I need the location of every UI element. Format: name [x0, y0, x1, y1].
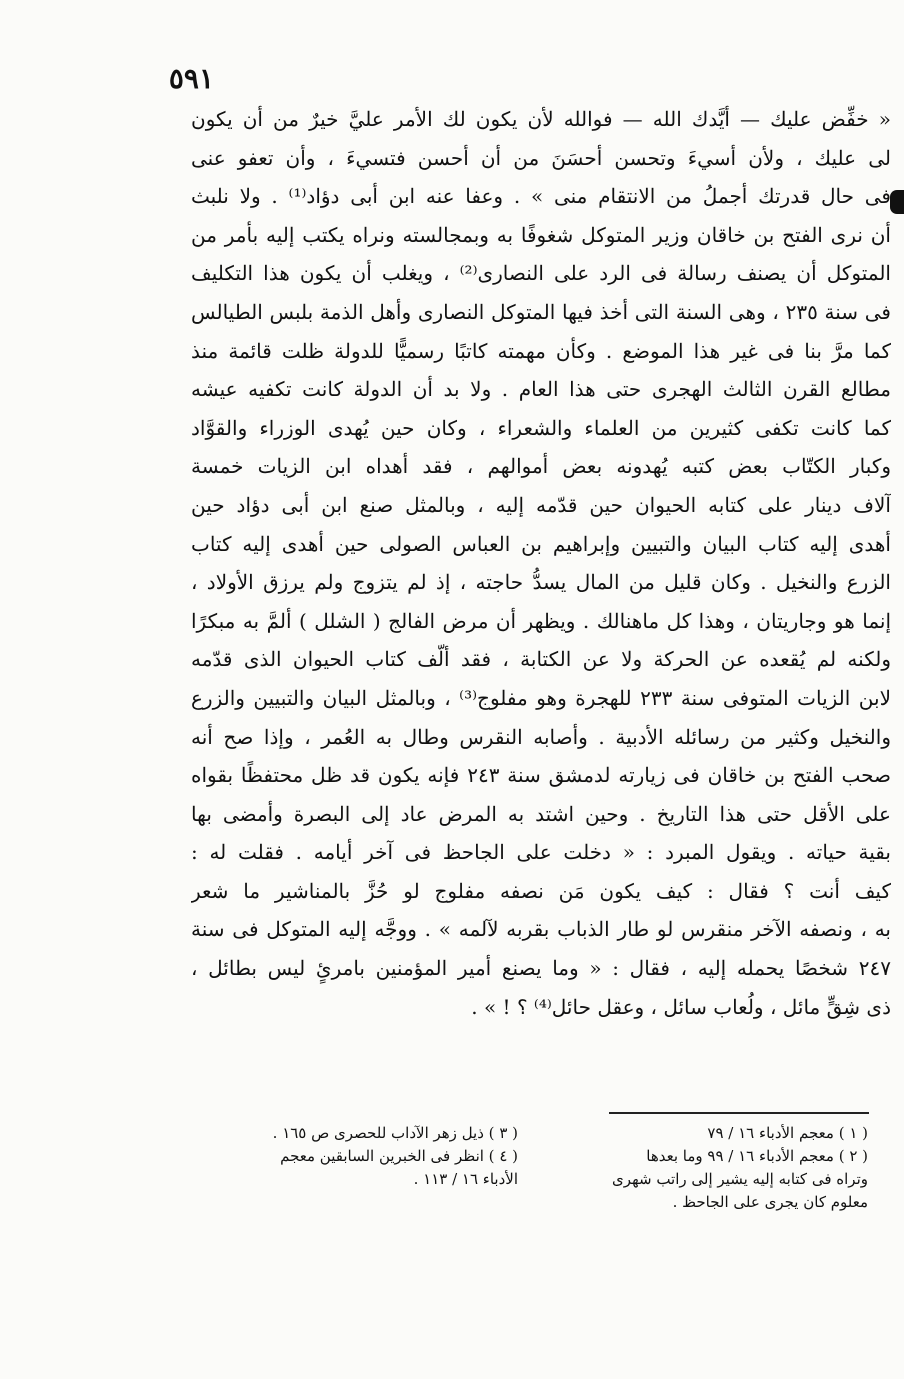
- footnote-line: ( ٣ ) ذيل زهر الآداب للحصرى ص ١٦٥ .: [272, 1124, 518, 1142]
- text-line: أن نرى الفتح بن خاقان وزير المتوكل شغوفًا به وبمجالسته ونراه يكتب إليه بأمر من: [191, 222, 891, 247]
- text-line: فى حال قدرتك أجملُ من الانتقام منى » . وعفا عنه ابن أبى دؤاد⁽¹⁾ . ولا نلبث: [191, 184, 891, 209]
- text-line: ذى شِقٍّ مائل ، ولُعاب سائل ، وعقل حائل⁽⁴⁾ ؟ ! » .: [471, 994, 891, 1019]
- text-line: به ، ونصفه الآخر منقرس لو طار الذباب بقربه لآلمه » . ووجَّه إليه المتوكل فى سنة: [191, 917, 891, 942]
- footnote-line: معلوم كان يجرى على الجاحظ .: [672, 1193, 868, 1211]
- margin-mark: [890, 190, 904, 214]
- text-line: الزرع والنخيل . وكان قليل من المال يسدُّ حاجته ، إذ لم يتزوج ولم يرزق الأولاد ،: [191, 570, 891, 595]
- text-line: لى عليك ، ولأن أسيءَ وتحسن أحسَنَ من أن أحسن فتسيءَ ، وأن تعفو عنى: [191, 145, 891, 170]
- text-line: لابن الزيات المتوفى سنة ٢٣٣ للهجرة وهو مفلوج⁽³⁾ ، وبالمثل البيان والتبيين والزرع: [191, 685, 891, 710]
- text-line: ٢٤٧ شخصًا يحمله إليه ، فقال : « وما يصنع أمير المؤمنين بامرئٍ ليس بطائل ،: [191, 956, 891, 981]
- footnote-rule: [609, 1112, 869, 1114]
- text-line: صحب الفتح بن خاقان فى زيارته لدمشق سنة ٢٤٣ فإنه يكون قد ظل محتفظًا بقواه: [191, 763, 891, 788]
- body-text: [191, 100, 891, 1026]
- footnote-line: ( ١ ) معجم الأدباء ١٦ / ٧٩: [707, 1124, 868, 1142]
- text-line: ولكنه لم يُقعده عن الحركة ولا عن الكتابة ، فقد ألّف كتاب الحيوان الذى قدّمه: [191, 647, 891, 672]
- page-number: ٥٩١: [168, 62, 214, 95]
- footnote-line: ( ٤ ) انظر فى الخبرين السابقين معجم: [280, 1147, 518, 1165]
- footnote-line: وتراه فى كتابه إليه يشير إلى راتب شهرى: [612, 1170, 868, 1188]
- text-line: والنخيل وكثير من رسائله الأدبية . وأصابه النقرس وطال به العُمر ، وإذا صح أنه: [191, 724, 891, 749]
- text-line: إنما هو وجاريتان ، وهذا كل ماهنالك . ويظهر أن مرض الفالج ( الشلل ) ألمَّ به مبكرًا: [191, 608, 891, 633]
- footnotes-right-column: [548, 1122, 868, 1214]
- text-line: كيف أنت ؟ فقال : كيف يكون مَن نصفه مفلوج لو حُزَّ بالمناشير ما شعر: [191, 878, 891, 903]
- footnote-line: الأدباء ١٦ / ١١٣ .: [413, 1170, 518, 1188]
- text-line: « خفِّض عليك — أيَّدك الله — فوالله لأن يكون لك الأمر عليَّ خيرٌ من أن يكون: [191, 107, 891, 131]
- footnotes-left-column: [198, 1122, 518, 1191]
- footnote-line: ( ٢ ) معجم الأدباء ١٦ / ٩٩ وما بعدها: [646, 1147, 868, 1165]
- text-line: فى سنة ٢٣٥ ، وهى السنة التى أخذ فيها المتوكل النصارى وأهل الذمة بلبس الطيالس: [191, 299, 891, 324]
- text-line: كما كانت تكفى كثيرين من العلماء والشعراء ، وكان حين يُهدى الوزراء والقوَّاد: [191, 415, 891, 440]
- text-line: آلاف دينار على كتابه الحيوان حين قدّمه إليه ، وبالمثل صنع ابن أبى دؤاد حين: [191, 492, 891, 517]
- text-line: المتوكل أن يصنف رسالة فى الرد على النصارى⁽²⁾ ، ويغلب أن يكون هذا التكليف: [191, 261, 891, 286]
- text-line: وكبار الكتّاب بعض كتبه يُهدونه بعض أموالهم ، فقد أهداه ابن الزيات خمسة: [191, 454, 891, 479]
- text-line: مطالع القرن الثالث الهجرى حتى هذا العام . ولا بد أن الدولة كانت تكفيه عيشه: [191, 377, 891, 402]
- text-line: بقية حياته . ويقول المبرد : « دخلت على الجاحظ فى آخر أيامه . فقلت له :: [191, 840, 891, 865]
- text-line: أهدى إليه كتاب البيان والتبيين وإبراهيم بن العباس الصولى حين أهدى إليه كتاب: [191, 531, 891, 556]
- text-line: على الأقل حتى هذا التاريخ . وحين اشتد به المرض عاد إلى البصرة وأمضى بها: [191, 801, 891, 826]
- text-line: كما مرَّ بنا فى غير هذا الموضع . وكأن مهمته كاتبًا رسميًّا للدولة ظلت قائمة منذ: [191, 338, 891, 363]
